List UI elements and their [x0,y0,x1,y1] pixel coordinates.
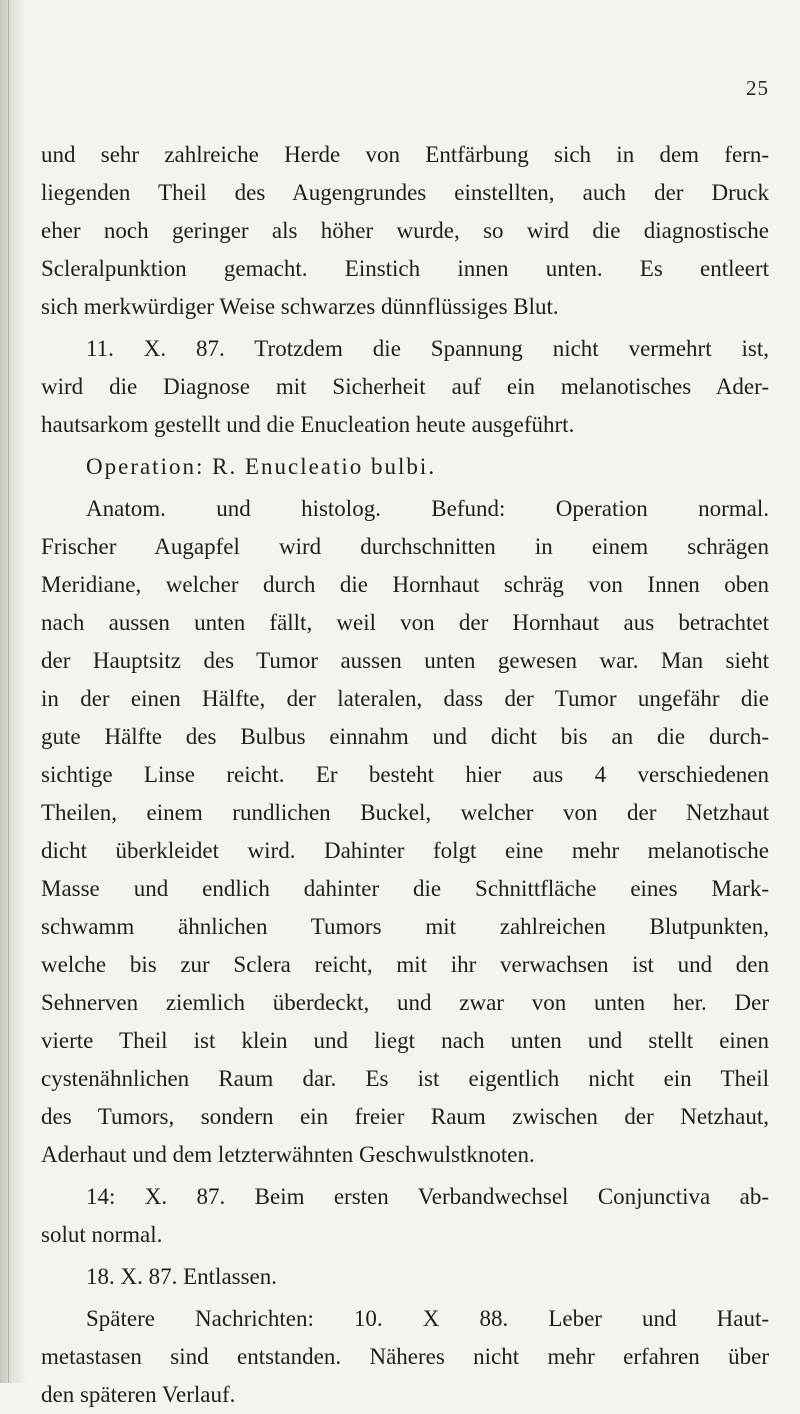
text-line: eher noch geringer als höher wurde, so wird die diagnostische [41,218,769,243]
text-line: sich merkwürdiger Weise schwarzes dünnflüssiges Blut. [41,294,559,319]
text-line: sichtige Linse reicht. Er besteht hier aus 4 verschiedenen [41,762,769,787]
text-line: 11. X. 87. Trotzdem die Spannung nicht vermehrt ist, [86,336,769,361]
paragraph-7 [41,1300,769,1414]
text-line: 18. X. 87. Entlassen. [86,1264,278,1289]
paragraph-6 [41,1258,769,1296]
text-line: Scleralpunktion gemacht. Einstich innen unten. Es entleert [41,256,769,281]
text-line: vierte Theil ist klein und liegt nach unten und stellt einen [41,1028,769,1053]
text-line: welche bis zur Sclera reicht, mit ihr verwachsen ist und den [41,952,769,977]
text-line: wird die Diagnose mit Sicherheit auf ein melanotisches Ader- [41,374,769,399]
text-line: Anatom. und histolog. Befund: Operation normal. [86,496,769,521]
text-line: Frischer Augapfel wird durchschnitten in einem schrägen [41,534,769,559]
text-line: und sehr zahlreiche Herde von Entfärbung sich in dem fern- [41,142,769,167]
text-line: Spätere Nachrichten: 10. X 88. Leber und Haut- [86,1306,769,1331]
text-line: Meridiane, welcher durch die Hornhaut schräg von Innen oben [41,572,769,597]
binding-gutter [0,0,26,1383]
text-line: dicht überkleidet wird. Dahinter folgt eine mehr melanotische [41,838,769,863]
text-line: Masse und endlich dahinter die Schnittfläche eines Mark- [41,876,769,901]
text-line: liegenden Theil des Augengrundes einstellten, auch der Druck [41,180,769,205]
text-line: schwamm ähnlichen Tumors mit zahlreichen Blutpunkten, [41,914,769,939]
text-line: 14: X. 87. Beim ersten Verbandwechsel Conjunctiva ab- [86,1184,769,1209]
text-line: Operation: R. Enucleatio bulbi. [86,454,437,479]
gutter-line [8,0,9,1383]
paragraph-2 [41,330,769,444]
text-line: Sehnerven ziemlich überdeckt, und zwar von unten her. Der [41,990,769,1015]
paragraph-1 [41,136,769,326]
text-line: cystenähnlichen Raum dar. Es ist eigentlich nicht ein Theil [41,1066,769,1091]
body-text [41,136,769,1414]
text-line: hautsarkom gestellt und die Enucleation heute ausgeführt. [41,412,575,437]
text-line: Theilen, einem rundlichen Buckel, welcher von der Netzhaut [41,800,769,825]
page-number: 25 [746,76,769,100]
text-line: gute Hälfte des Bulbus einnahm und dicht bis an die durch- [41,724,769,749]
text-line: der Hauptsitz des Tumor aussen unten gewesen war. Man sieht [41,648,769,673]
text-line: nach aussen unten fällt, weil von der Hornhaut aus betrachtet [41,610,769,635]
paragraph-3 [41,448,769,486]
text-line: des Tumors, sondern ein freier Raum zwischen der Netzhaut, [41,1104,769,1129]
text-line: in der einen Hälfte, der lateralen, dass der Tumor ungefähr die [41,686,769,711]
text-line: Aderhaut und dem letzterwähnten Geschwulstknoten. [41,1142,535,1167]
text-line: solut normal. [41,1222,163,1247]
text-line: den späteren Verlauf. [41,1382,236,1407]
paragraph-4 [41,490,769,1174]
paragraph-5 [41,1178,769,1254]
text-line: metastasen sind entstanden. Näheres nicht mehr erfahren über [41,1344,769,1369]
